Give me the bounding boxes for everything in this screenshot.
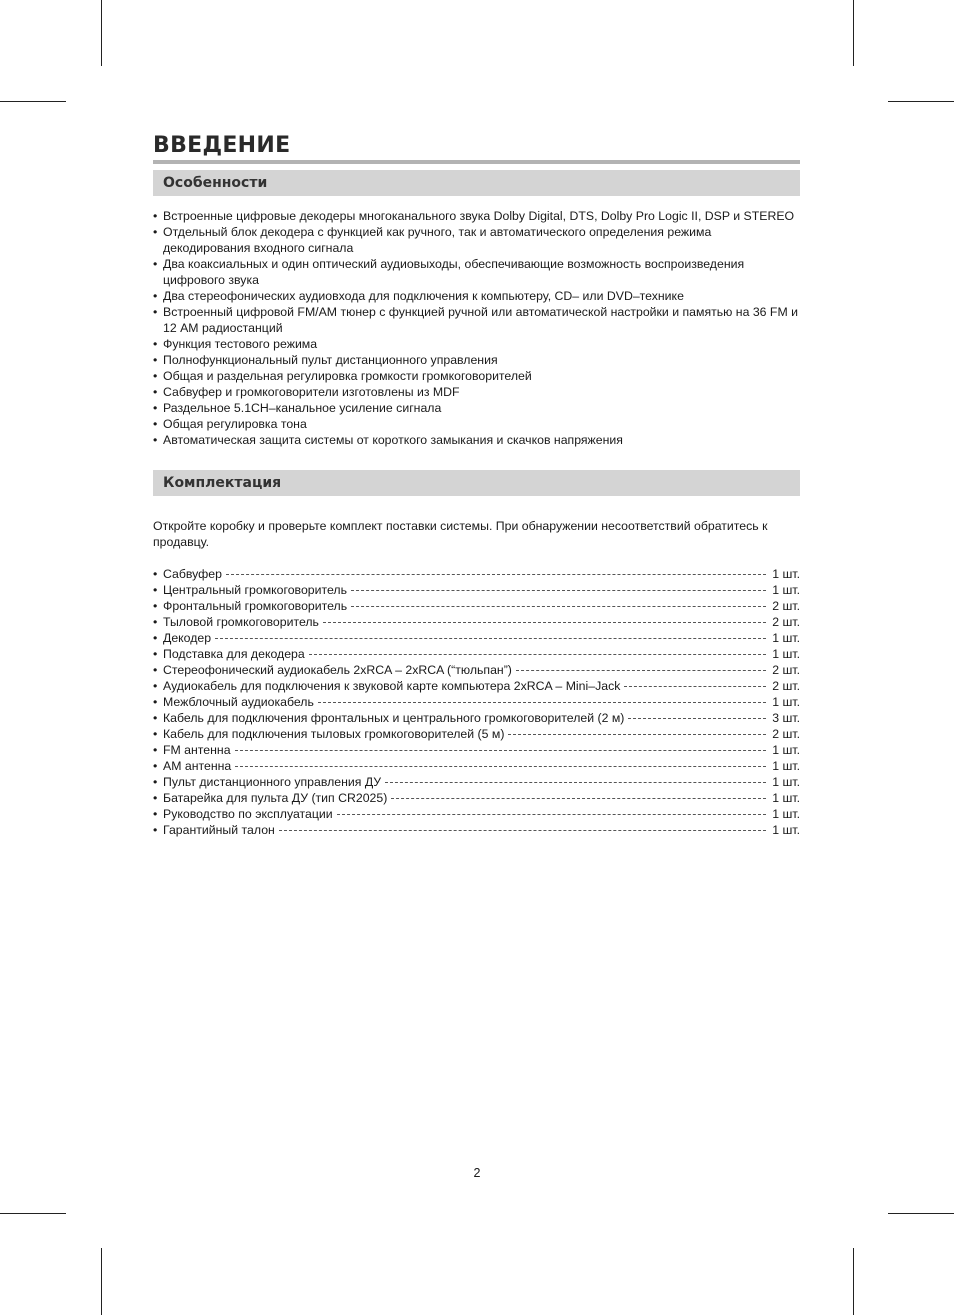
feature-item: • Полнофункциональный пульт дистанционного управления xyxy=(153,352,800,368)
page-content xyxy=(153,128,800,838)
package-item-name: • Сабвуфер xyxy=(163,567,222,581)
crop-mark xyxy=(101,1248,102,1315)
dotted-leader xyxy=(215,638,766,639)
package-item-name: • Подставка для декодера xyxy=(163,647,305,661)
package-item-name: • Руководство по эксплуатации xyxy=(163,807,333,821)
package-item-name: • Тыловой громкоговоритель xyxy=(163,615,319,629)
package-item-quantity: 2 шт. xyxy=(772,727,800,741)
crop-mark xyxy=(888,1213,954,1214)
page-title: ВВЕДЕНИЕ xyxy=(153,133,291,158)
package-item-name: • AM антенна xyxy=(163,759,232,773)
package-item-name: • Центральный громкоговоритель xyxy=(163,583,348,597)
feature-item: • Функция тестового режима xyxy=(153,336,800,352)
package-item-quantity: 1 шт. xyxy=(772,583,800,597)
feature-item: • Автоматическая защита системы от короткого замыкания и скачков напряжения xyxy=(153,432,800,448)
crop-mark xyxy=(101,0,102,66)
package-list xyxy=(153,566,800,838)
dotted-leader xyxy=(309,654,766,655)
dotted-leader xyxy=(391,798,766,799)
feature-item: • Сабвуфер и громкоговорители изготовлены из MDF xyxy=(153,384,800,400)
dotted-leader xyxy=(628,718,766,719)
package-item-name: • Гарантийный талон xyxy=(163,823,275,837)
package-item xyxy=(153,790,800,806)
package-item-quantity: 3 шт. xyxy=(772,711,800,725)
package-item xyxy=(153,822,800,838)
package-item xyxy=(153,566,800,582)
title-rule xyxy=(153,160,800,164)
dotted-leader xyxy=(235,750,767,751)
dotted-leader xyxy=(516,670,766,671)
package-item-quantity: 1 шт. xyxy=(772,567,800,581)
package-item-name: • Декодер xyxy=(163,631,212,645)
crop-mark xyxy=(853,0,854,66)
package-item-name: • Фронтальный громкоговоритель xyxy=(163,599,348,613)
package-item-name: • Пульт дистанционного управления ДУ xyxy=(163,775,382,789)
package-item-name: • Межблочный аудиокабель xyxy=(163,695,314,709)
package-item xyxy=(153,662,800,678)
dotted-leader xyxy=(385,782,766,783)
package-item-quantity: 1 шт. xyxy=(772,743,800,757)
package-heading: Комплектация xyxy=(153,470,800,496)
crop-mark xyxy=(0,101,66,102)
page-number: 2 xyxy=(473,1166,481,1180)
package-item xyxy=(153,758,800,774)
package-item-quantity: 2 шт. xyxy=(772,615,800,629)
package-item xyxy=(153,726,800,742)
package-item xyxy=(153,774,800,790)
package-item xyxy=(153,694,800,710)
features-heading: Особенности xyxy=(153,170,800,196)
feature-item: • Отдельный блок декодера с функцией как ручного, так и автоматического определения режима декодирования входного сигнала xyxy=(153,224,800,256)
package-item-name: • Батарейка для пульта ДУ (тип CR2025) xyxy=(163,791,388,805)
package-item xyxy=(153,646,800,662)
package-item xyxy=(153,806,800,822)
package-item xyxy=(153,614,800,630)
feature-item: • Два коаксиальных и один оптический аудиовыходы, обеспечивающие возможность воспроизведения цифрового звука xyxy=(153,256,800,288)
package-item-name: • FM антенна xyxy=(163,743,231,757)
dotted-leader xyxy=(235,766,766,767)
package-item xyxy=(153,678,800,694)
package-item-quantity: 1 шт. xyxy=(772,631,800,645)
package-item-quantity: 1 шт. xyxy=(772,807,800,821)
crop-mark xyxy=(0,1213,66,1214)
package-item-quantity: 1 шт. xyxy=(772,775,800,789)
package-item-name: • Аудиокабель для подключения к звуковой карте компьютера 2xRCA – Mini–Jack xyxy=(163,679,621,693)
package-intro: Откройте коробку и проверьте комплект поставки системы. При обнаружении несоответствий обратитесь к продавцу. xyxy=(153,519,768,549)
feature-item: • Общая регулировка тона xyxy=(153,416,800,432)
package-item xyxy=(153,630,800,646)
dotted-leader xyxy=(351,590,766,591)
crop-mark xyxy=(888,101,954,102)
features-list xyxy=(153,208,800,448)
feature-item: • Встроенные цифровые декодеры многоканального звука Dolby Digital, DTS, Dolby Pro Logic II, DSP и STEREO xyxy=(153,208,800,224)
dotted-leader xyxy=(337,814,767,815)
package-item-quantity: 2 шт. xyxy=(772,599,800,613)
package-item-quantity: 2 шт. xyxy=(772,679,800,693)
crop-mark xyxy=(853,1248,854,1315)
feature-item: • Встроенный цифровой FM/AM тюнер с функцией ручной или автоматической настройки и памятью на 36 FM и 12 AM радиостанций xyxy=(153,304,800,336)
package-item-quantity: 1 шт. xyxy=(772,791,800,805)
dotted-leader xyxy=(508,734,766,735)
package-item xyxy=(153,710,800,726)
package-item-name: • Стереофонический аудиокабель 2xRCA – 2xRCA (“тюльпан”) xyxy=(163,663,512,677)
feature-item: • Раздельное 5.1CH–канальное усиление сигнала xyxy=(153,400,800,416)
package-item-name: • Кабель для подключения тыловых громкоговорителей (5 м) xyxy=(163,727,505,741)
package-item-quantity: 2 шт. xyxy=(772,663,800,677)
package-item xyxy=(153,582,800,598)
feature-item: • Общая и раздельная регулировка громкости громкоговорителей xyxy=(153,368,800,384)
package-item-name: • Кабель для подключения фронтальных и центрального громкоговорителей (2 м) xyxy=(163,711,625,725)
dotted-leader xyxy=(624,686,766,687)
package-item xyxy=(153,742,800,758)
dotted-leader xyxy=(279,830,766,831)
dotted-leader xyxy=(226,574,766,575)
package-item xyxy=(153,598,800,614)
package-item-quantity: 1 шт. xyxy=(772,823,800,837)
dotted-leader xyxy=(323,622,766,623)
package-item-quantity: 1 шт. xyxy=(772,759,800,773)
dotted-leader xyxy=(318,702,766,703)
package-item-quantity: 1 шт. xyxy=(772,647,800,661)
dotted-leader xyxy=(351,606,766,607)
feature-item: • Два стереофонических аудиовхода для подключения к компьютеру, CD– или DVD–технике xyxy=(153,288,800,304)
package-item-quantity: 1 шт. xyxy=(772,695,800,709)
